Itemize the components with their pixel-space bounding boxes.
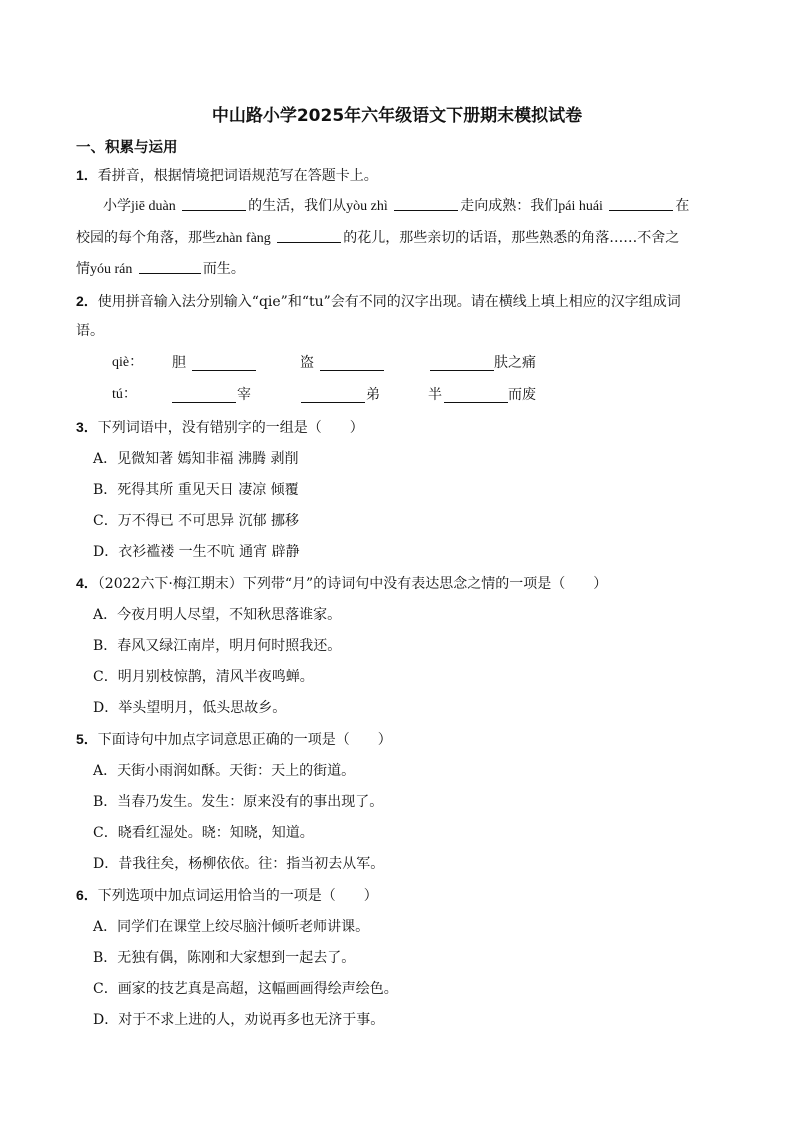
option-c[interactable]: C．画家的技艺真是高超，这幅画画得绘声绘色。: [93, 981, 398, 997]
answer-blank[interactable]: [394, 196, 458, 211]
pinyin: jiē duàn: [131, 199, 176, 214]
question-1-line-3: [76, 258, 794, 280]
question-text: 下列选项中加点词运用恰当的一项是（ ）: [97, 888, 378, 904]
pinyin: yòu zhì: [346, 199, 388, 214]
answer-blank[interactable]: [430, 356, 494, 371]
question-4-stem: [76, 572, 794, 594]
question-1-line-2: [76, 227, 794, 249]
answer-blank[interactable]: [301, 388, 365, 403]
question-5-stem: [76, 728, 794, 750]
option-b[interactable]: B．无独有偶，陈刚和大家想到一起去了。: [93, 950, 356, 966]
section-heading: 一、积累与运用: [76, 140, 178, 156]
word-part: 而废: [508, 387, 536, 403]
word-part: 弟: [366, 387, 380, 403]
text-segment: 走向成熟：我们: [460, 198, 559, 214]
option-b[interactable]: B．春风又绿江南岸，明月何时照我还。: [93, 638, 342, 654]
question-number: 5．: [76, 731, 98, 747]
question-text: 看拼音，根据情境把词语规范写在答题卡上。: [97, 168, 378, 184]
word-part: 胆: [172, 355, 186, 371]
question-1-stem: [76, 164, 794, 186]
question-text: 下列词语中，没有错别字的一组是（ ）: [97, 420, 364, 436]
text-segment: 而生。: [202, 261, 245, 277]
option-a[interactable]: A．天街小雨润如酥。天街：天上的街道。: [93, 763, 356, 779]
text-segment: 在: [675, 198, 690, 214]
page-title: 中山路小学2025年六年级语文下册期末模拟试卷: [211, 106, 583, 126]
pinyin: yóu rán: [90, 262, 133, 277]
question-number: 2．: [76, 293, 98, 309]
option-c[interactable]: C．晓看红湿处。晓：知晓，知道。: [93, 825, 314, 841]
text-segment: 小学: [103, 198, 131, 214]
answer-blank[interactable]: [320, 356, 384, 371]
question-number: 3．: [76, 419, 98, 435]
option-a[interactable]: A．同学们在课堂上绞尽脑汁倾听老师讲课。: [93, 919, 370, 935]
pinyin: pái huái: [558, 199, 603, 214]
text-segment: 校园的每个角落，那些: [76, 230, 216, 246]
pinyin: zhàn fàng: [216, 231, 271, 246]
word-part: 肤之痛: [494, 355, 536, 371]
question-3-stem: [76, 416, 794, 438]
option-c[interactable]: C．明月别枝惊鹊，清风半夜鸣蝉。: [93, 669, 314, 685]
answer-blank[interactable]: [192, 356, 256, 371]
question-1-line-1: [103, 195, 794, 217]
question-2-stem: [76, 290, 794, 312]
text-segment: 的花儿，那些亲切的话语，那些熟悉的角落……不舍之: [343, 230, 680, 246]
question-text: 使用拼音输入法分别输入“qie”和“tu”会有不同的汉字出现。请在横线上填上相应的汉字组成词: [97, 294, 681, 310]
answer-blank[interactable]: [182, 196, 246, 211]
question-2-row-qie: [0, 352, 794, 374]
answer-blank[interactable]: [139, 259, 201, 274]
answer-blank[interactable]: [444, 388, 508, 403]
question-2-stem-cont: 语。: [76, 323, 104, 339]
answer-blank[interactable]: [609, 196, 673, 211]
answer-blank[interactable]: [277, 228, 341, 243]
question-2-row-tu: [0, 384, 794, 406]
text-segment: 的生活，我们从: [248, 198, 347, 214]
question-text: 下面诗句中加点字词意思正确的一项是（ ）: [97, 732, 392, 748]
option-a[interactable]: A．今夜月明人尽望，不知秋思落谁家。: [93, 607, 342, 623]
option-d[interactable]: D．对于不求上进的人，劝说再多也无济于事。: [93, 1012, 385, 1028]
option-d[interactable]: D．昔我往矣，杨柳依依。往：指当初去从军。: [93, 856, 385, 872]
word-part: 盗: [300, 355, 314, 371]
option-b[interactable]: B．当春乃发生。发生：原来没有的事出现了。: [93, 794, 384, 810]
option-a[interactable]: A．见微知著 嫣知非福 沸腾 剥削: [93, 451, 299, 467]
text-segment: 情: [76, 261, 90, 277]
option-d[interactable]: D．衣衫褴褛 一生不吭 通宵 辟静: [93, 544, 300, 560]
option-c[interactable]: C．万不得已 不可思异 沉郁 挪移: [93, 513, 300, 529]
answer-blank[interactable]: [172, 388, 236, 403]
word-part: 宰: [237, 387, 251, 403]
option-d[interactable]: D．举头望明月，低头思故乡。: [93, 700, 287, 716]
question-6-stem: [76, 884, 794, 906]
question-number: 1．: [76, 167, 98, 183]
pinyin-label: tú：: [112, 387, 137, 402]
option-b[interactable]: B．死得其所 重见天日 凄凉 倾覆: [93, 482, 299, 498]
pinyin-label: qiè：: [112, 355, 144, 370]
question-number: 4．: [76, 575, 98, 591]
word-part: 半: [428, 387, 442, 403]
question-text: （2022六下·梅江期末）下列带“月”的诗词句中没有表达思念之情的一项是（ ）: [97, 576, 608, 592]
question-number: 6．: [76, 887, 98, 903]
